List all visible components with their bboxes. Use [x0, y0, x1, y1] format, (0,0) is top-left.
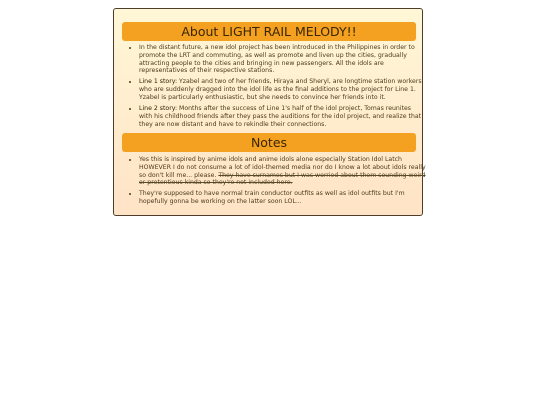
about-card: [113, 8, 426, 216]
note2-text: They're supposed to have normal train conductor outfits as well as idol outfits but I'm hopefully gonna be working on the latter soon LOL...: [139, 190, 405, 206]
notes-heading: Notes: [122, 133, 416, 152]
list-item-note2: [139, 190, 426, 206]
list-item-note1: [139, 156, 426, 187]
note1-text: Yes this is inspired by anime idols and anime idols alone especially Station Idol Latch HOWEVER I do not consume a lot of idol-themed media nor do I know a lot about idols really so don't kill me... please.: [139, 156, 426, 179]
list-item-line2: [139, 105, 426, 128]
intro-text: In the distant future, a new idol project has been introduced in the Philippines in order to promote the LRT and commuting, as well as promote and liven up the cities, gradually attracting people to the cities and bringing in new passengers. All the idols are representatives of their respective stations.: [139, 44, 415, 75]
line1-text: Yzabel and two of her friends, Hiraya and Sheryl, are longtime station workers who are suddenly dragged into the idol life as the final additions to the project for Line 1. Yzabel is particularly enthusiastic, but she needs to convince her friends into it.: [139, 78, 422, 101]
line2-text: Months after the success of Line 1's half of the idol project, Tomas reunites with his childhood friends after they pass the auditions for the idol project, and realize that they are now distant and have to rekindle their connections.: [139, 104, 422, 128]
notes-list: [128, 156, 426, 209]
about-heading: About LIGHT RAIL MELODY!!: [122, 22, 416, 41]
line2-label: Line 2 story:: [139, 104, 178, 112]
note1-struck-text: They have surnames but I was worried about them sounding weird or pretentious kinda so they're not included here.: [139, 171, 426, 187]
about-list: [128, 44, 426, 132]
list-item-intro: [139, 44, 426, 75]
line1-label: Line 1 story:: [139, 78, 178, 86]
list-item-line1: [139, 78, 426, 101]
